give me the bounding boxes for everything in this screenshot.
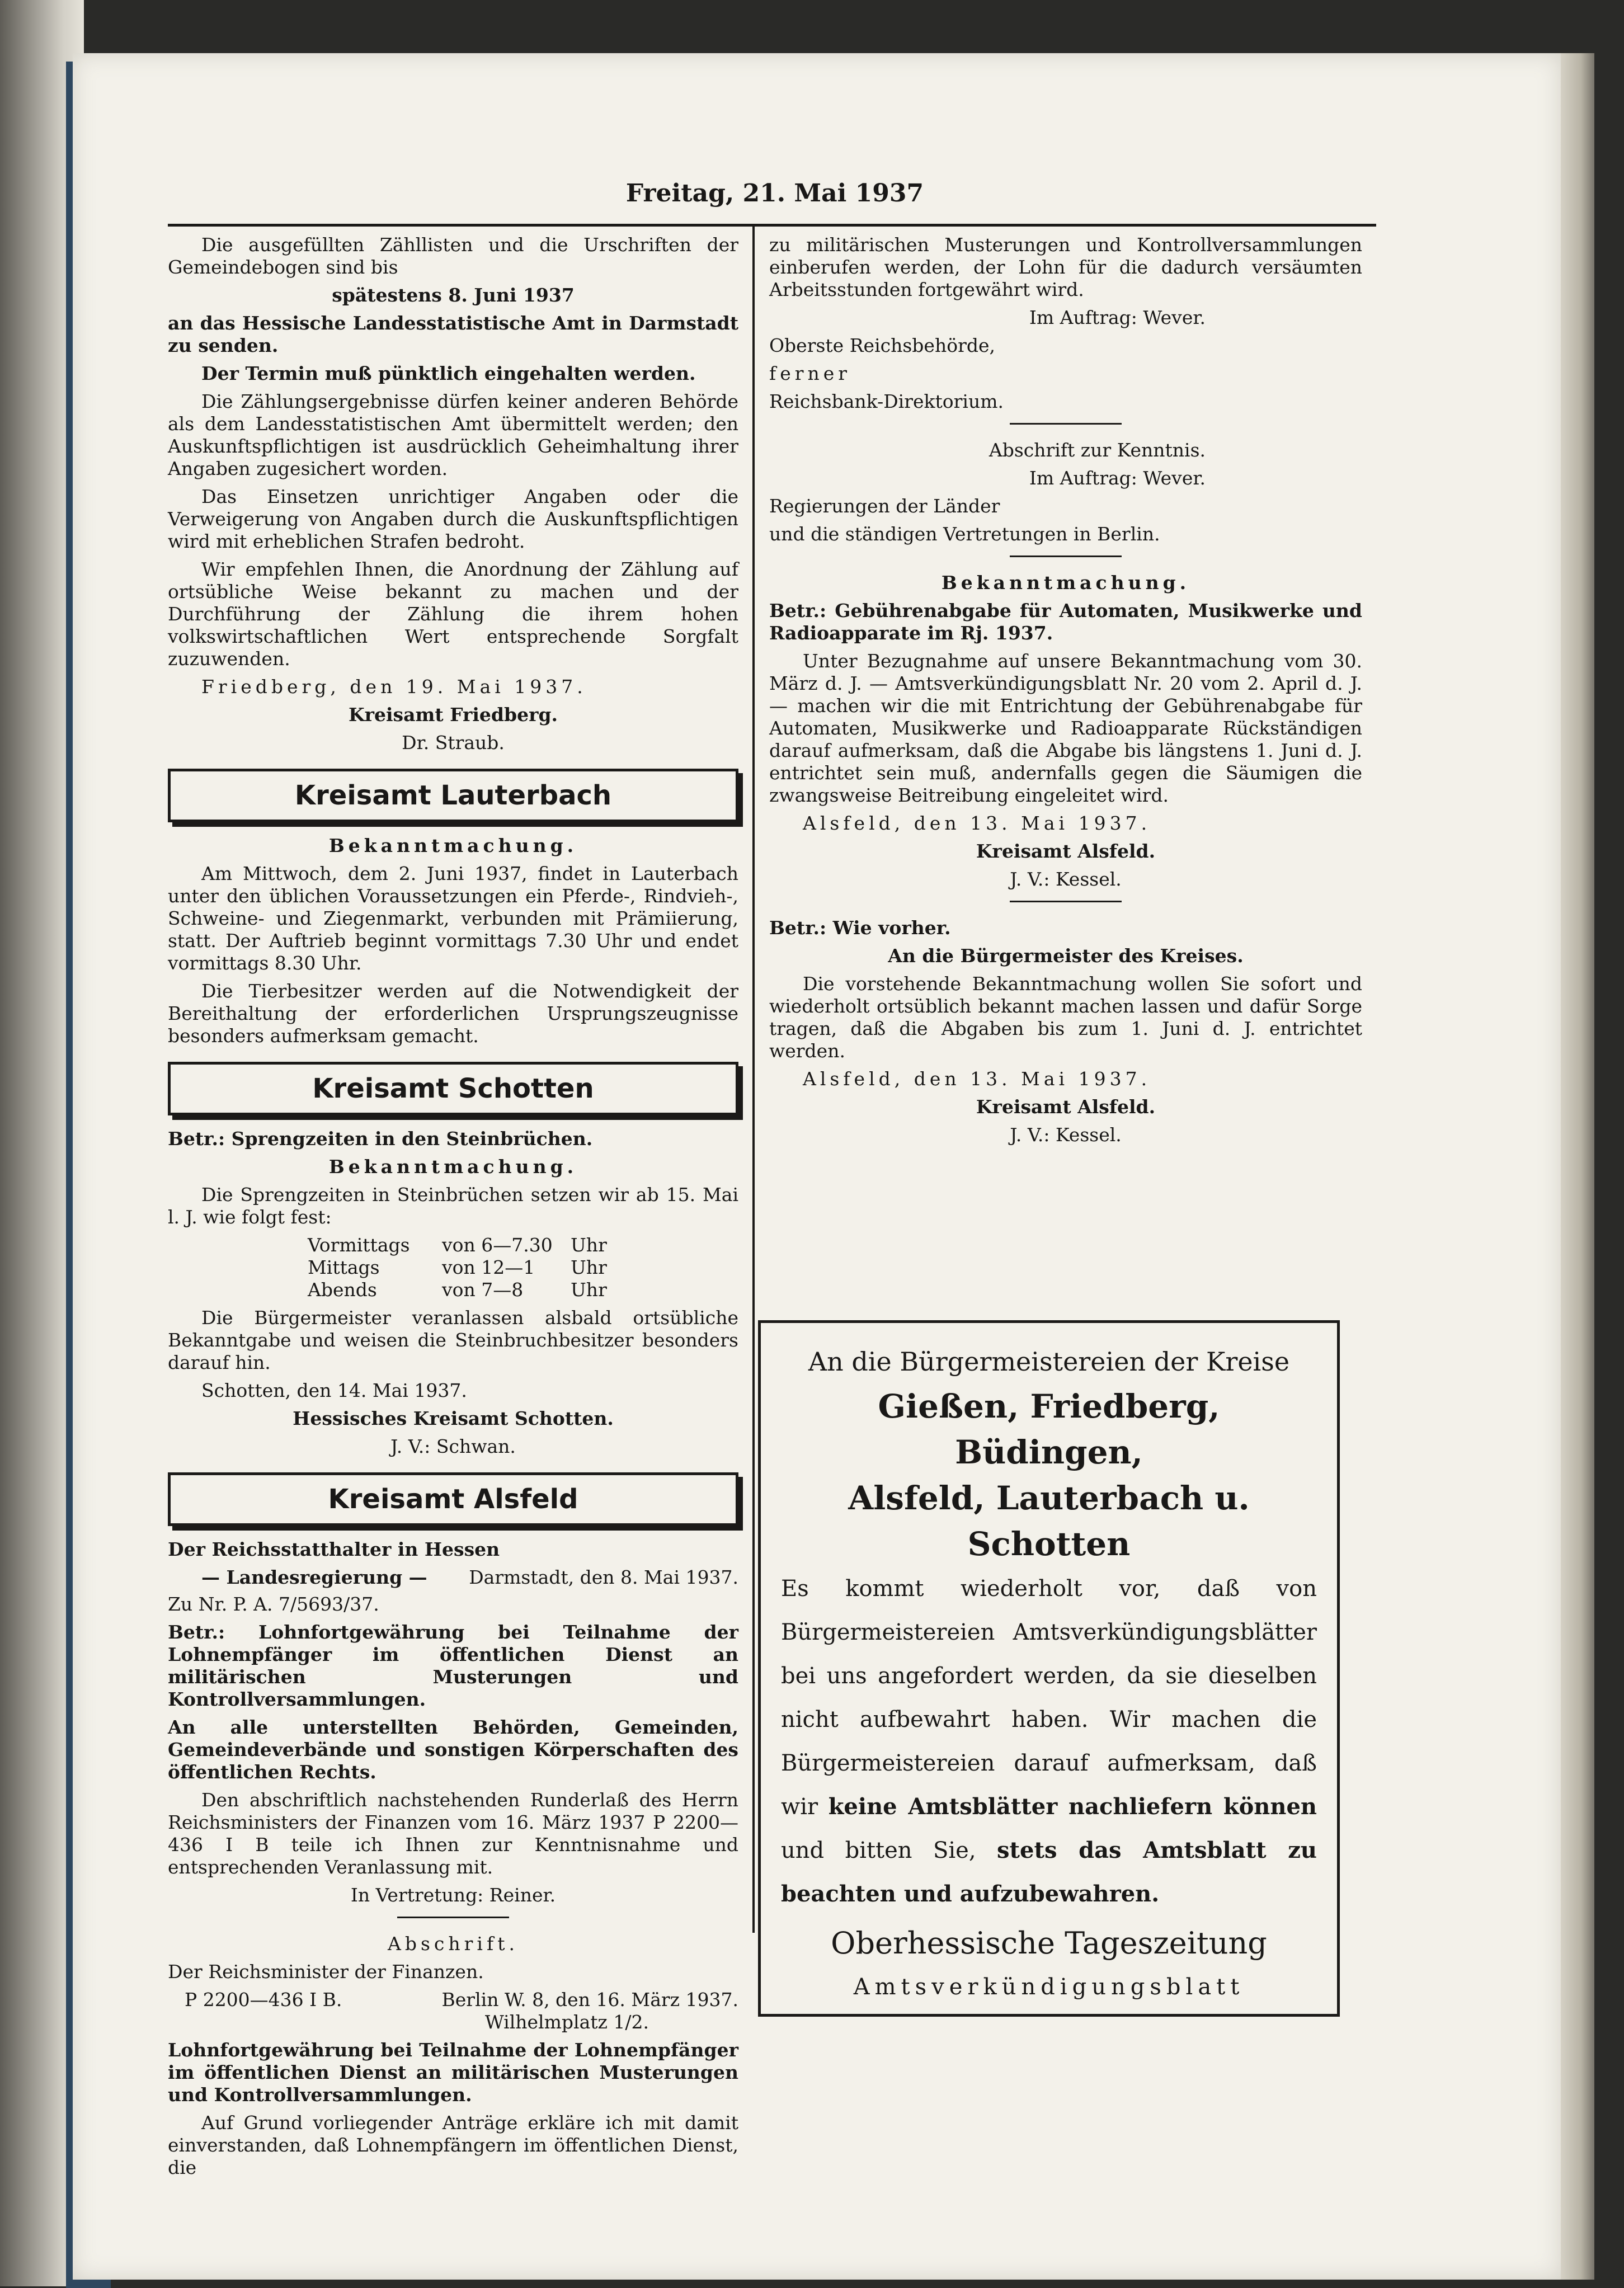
census-recipient: an das Hessische Landesstatistische Amt in Darmstadt zu senden. <box>168 312 738 356</box>
blasting-times-table <box>308 1234 738 1301</box>
page-header-date: Freitag, 21. Mai 1937 <box>625 179 924 208</box>
census-paragraph-1: Die ausgefüllten Zähllisten und die Urschriften der Gemeindebogen sind bis <box>168 234 738 278</box>
notice-text-bold-2: stets das Amtsblatt zu beachten und aufzubewahren. <box>781 1837 1317 1907</box>
schotten-paragraph-1: Die Sprengzeiten in Steinbrüchen setzen wir ab 15. Mai l. J. wie folgt fest: <box>168 1184 738 1228</box>
fee-office: Kreisamt Alsfeld. <box>976 840 1156 862</box>
schotten-paragraph-2: Die Bürgermeister veranlassen alsbald ortsübliche Bekanntgabe und weisen die Steinbruchbesitzer besonders darauf hin. <box>168 1307 738 1373</box>
time-range: von 7—8 <box>442 1279 524 1301</box>
column-divider <box>752 227 755 1933</box>
alsfeld-date: Darmstadt, den 8. Mai 1937. <box>469 1566 738 1588</box>
schotten-signer: J. V.: Schwan. <box>390 1435 516 1457</box>
friedberg-place-date: Friedberg, den 19. Mai 1937. <box>201 676 587 698</box>
schotten-office-box: Kreisamt Schotten <box>168 1062 738 1115</box>
page-content <box>168 179 1382 2178</box>
decree-signature: Im Auftrag: Wever. <box>1029 307 1206 328</box>
blasting-time-row <box>308 1256 738 1279</box>
time-label: Abends <box>308 1279 377 1301</box>
lauterbach-paragraph-1: Am Mittwoch, dem 2. Juni 1937, findet in Lauterbach unter den üblichen Voraussetzungen ein Pferde-, Rindvieh-, Schweine- und Ziegenmarkt, verbunden mit Prämiierung, statt. Der Auftrieb beginnt vormittags 7.30 Uhr und endet vormittags 8.30 Uhr. <box>168 863 738 974</box>
friedberg-office: Kreisamt Friedberg. <box>348 704 558 726</box>
alsfeld-office-box: Kreisamt Alsfeld <box>168 1472 738 1526</box>
section-rule <box>1010 555 1122 557</box>
mayors-subject: Betr.: Wie vorher. <box>769 917 951 939</box>
alsfeld-sender-2: — Landesregierung — <box>201 1566 427 1588</box>
notice-text-bold-1: keine Amtsblätter nachliefern können <box>828 1793 1317 1820</box>
copy-heading: Abschrift. <box>388 1933 519 1955</box>
fee-paragraph: Unter Bezugnahme auf unsere Bekanntmachung vom 30. März d. J. — Amtsverkündigungsblatt Nr. 20 vom 2. April d. J. — machen wir die mit Entrichtung der Gebührenabgabe für Automaten, Musikwerke und Radioapparate Rückständigen darauf aufmerksam, daß die Abgabe bis längstens 1. Juni d. J. entrichtet sein muß, andernfalls gegen die Säumigen die zwangsweise Beitreibung eingeleitet wird. <box>769 650 1362 806</box>
copy-addressee-1: Regierungen der Länder <box>769 495 1000 517</box>
time-unit: Uhr <box>571 1256 607 1278</box>
schotten-heading: Bekanntmachung. <box>328 1156 578 1178</box>
decree-addressee-2: ferner <box>769 362 851 384</box>
census-deadline: spätestens 8. Juni 1937 <box>332 284 575 306</box>
alsfeld-paragraph-1: Den abschriftlich nachstehenden Runderlaß des Herrn Reichsministers der Finanzen vom 16. März 1937 P 2200—436 I B teile ich Ihnen zur Kenntnisnahme und entsprechenden Veranlassung mit. <box>168 1789 738 1878</box>
fee-place-date: Alsfeld, den 13. Mai 1937. <box>803 812 1151 834</box>
notice-line-2: Gießen, Friedberg, Büdingen, <box>878 1387 1220 1471</box>
time-label: Vormittags <box>308 1234 410 1256</box>
notice-newspaper-name: Oberhessische Tageszeitung <box>831 1926 1267 1961</box>
time-range: von 12—1 <box>442 1256 535 1278</box>
copy-addressee-2: und die ständigen Vertretungen in Berlin. <box>769 523 1160 545</box>
fee-subject: Betr.: Gebührenabgabe für Automaten, Musikwerke und Radioapparate im Rj. 1937. <box>769 600 1362 644</box>
section-rule <box>1010 423 1122 425</box>
alsfeld-subject: Betr.: Lohnfortgewährung bei Teilnahme der Lohnempfänger im öffentlichen Dienst an militärischen Musterungen und Kontrollversammlungen. <box>168 1621 738 1710</box>
time-unit: Uhr <box>571 1279 607 1301</box>
alsfeld-addressees: An alle unterstellten Behörden, Gemeinden, Gemeindeverbände und sonstigen Körperschaften des öffentlichen Rechts. <box>168 1716 738 1783</box>
schotten-place-date: Schotten, den 14. Mai 1937. <box>201 1380 467 1401</box>
fee-heading: Bekanntmachung. <box>941 572 1190 594</box>
mayors-paragraph: Die vorstehende Bekanntmachung wollen Sie sofort und wiederholt ortsüblich bekannt machen lassen und dafür Sorge tragen, daß die Abgaben bis zum 1. Juni d. J. entrichtet werden. <box>769 973 1362 1062</box>
census-deadline-note: Der Termin muß pünktlich eingehalten werden. <box>201 362 696 384</box>
notice-newspaper-subtitle: Amtsverkündigungsblatt <box>853 1974 1245 2000</box>
notice-text-2: und bitten Sie, <box>781 1838 976 1863</box>
copy-subject: Lohnfortgewährung bei Teilnahme der Lohnempfänger im öffentlichen Dienst an militärischen Musterungen und Kontrollversammlungen. <box>168 2039 738 2106</box>
lauterbach-paragraph-2: Die Tierbesitzer werden auf die Notwendigkeit der Bereithaltung der erforderlichen Ursprungszeugnisse besonders aufmerksam gemacht. <box>168 980 738 1047</box>
copy-signature: Im Auftrag: Wever. <box>1029 467 1206 489</box>
time-unit: Uhr <box>571 1234 607 1256</box>
copy-for-information: Abschrift zur Kenntnis. <box>988 439 1206 461</box>
section-rule <box>397 1917 509 1918</box>
page-stack-edge <box>1561 53 1594 2280</box>
blasting-time-row <box>308 1279 738 1301</box>
fee-signer: J. V.: Kessel. <box>1010 868 1122 890</box>
copy-date: Berlin W. 8, den 16. März 1937. <box>441 1989 738 2011</box>
friedberg-signer: Dr. Straub. <box>402 732 505 754</box>
left-column <box>168 234 738 2185</box>
blasting-time-row <box>308 1234 738 1256</box>
census-paragraph-5: Wir empfehlen Ihnen, die Anordnung der Zählung auf ortsübliche Weise bekannt zu machen und der Durchführung der Zählung die ihrem hohen volkswirtschaftlichen Wert entsprechende Sorgfalt zuzuwenden. <box>168 558 738 670</box>
copy-ref-row <box>168 1989 738 2011</box>
census-paragraph-4: Das Einsetzen unrichtiger Angaben oder die Verweigerung von Angaben durch die Auskunftspflichtigen wird mit erheblichen Strafen bedroht. <box>168 486 738 552</box>
mayors-office: Kreisamt Alsfeld. <box>976 1096 1156 1118</box>
mayors-addressee: An die Bürgermeister des Kreises. <box>888 945 1244 967</box>
right-column <box>769 234 1362 1152</box>
copy-reference: P 2200—436 I B. <box>185 1989 342 2011</box>
lauterbach-heading: Bekanntmachung. <box>328 835 578 856</box>
time-label: Mittags <box>308 1256 380 1278</box>
alsfeld-sender-row <box>168 1566 738 1589</box>
decree-addressee-1: Oberste Reichsbehörde, <box>769 335 995 356</box>
mayors-notice-box <box>758 1320 1340 2017</box>
census-paragraph-3: Die Zählungsergebnisse dürfen keiner anderen Behörde als dem Landesstatistischen Amt übermittelt werden; den Auskunftspflichtigen ist ausdrücklich Geheimhaltung ihrer Angaben zugesichert worden. <box>168 390 738 479</box>
header-rule <box>168 224 1376 227</box>
lauterbach-office-box: Kreisamt Lauterbach <box>168 769 738 822</box>
schotten-subject: Betr.: Sprengzeiten in den Steinbrüchen. <box>168 1128 593 1150</box>
decree-continuation: zu militärischen Musterungen und Kontrollversammlungen einberufen werden, der Lohn für die dadurch versäumten Arbeitsstunden fortgewährt wird. <box>769 234 1362 300</box>
alsfeld-reference: Zu Nr. P. A. 7/5693/37. <box>168 1593 379 1615</box>
mayors-signer: J. V.: Kessel. <box>1010 1124 1122 1146</box>
notice-line-3: Alsfeld, Lauterbach u. Schotten <box>848 1479 1250 1563</box>
time-range: von 6—7.30 <box>442 1234 553 1256</box>
copy-sender: Der Reichsminister der Finanzen. <box>168 1961 484 1983</box>
alsfeld-sender-1: Der Reichsstatthalter in Hessen <box>168 1538 500 1560</box>
notice-text-1: Es kommt wiederholt vor, daß von Bürgermeistereien Amtsverkündigungsblätter bei uns angefordert werden, da sie dieselben nicht aufbewahrt haben. Wir machen die Bürgermeistereien darauf aufmerksam, daß wir <box>781 1576 1317 1820</box>
copy-paragraph-1: Auf Grund vorliegender Anträge erkläre ich mit damit einverstanden, daß Lohnempfängern im öffentlichen Dienst, die <box>168 2112 738 2178</box>
mayors-place-date: Alsfeld, den 13. Mai 1937. <box>803 1068 1151 1090</box>
alsfeld-signature: In Vertretung: Reiner. <box>350 1884 556 1906</box>
decree-addressee-3: Reichsbank-Direktorium. <box>769 390 1004 412</box>
notice-paragraph <box>781 1567 1317 1916</box>
copy-address: Wilhelmplatz 1/2. <box>484 2011 649 2033</box>
notice-line-1: An die Bürgermeistereien der Kreise <box>808 1347 1290 1377</box>
schotten-office: Hessisches Kreisamt Schotten. <box>293 1407 614 1429</box>
section-rule <box>1010 901 1122 902</box>
